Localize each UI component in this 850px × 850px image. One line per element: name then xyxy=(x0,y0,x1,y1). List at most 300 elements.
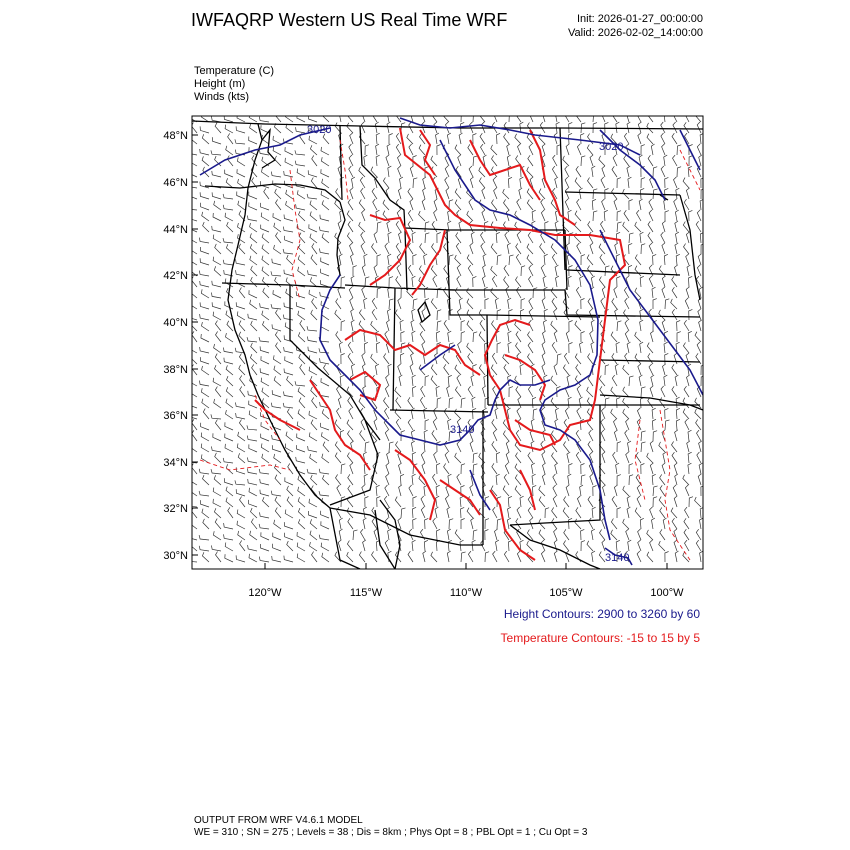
wind-barb xyxy=(339,529,342,540)
wind-barb xyxy=(588,221,593,232)
wind-barb xyxy=(419,266,425,277)
wind-barb xyxy=(446,188,449,199)
wind-barb xyxy=(319,248,329,254)
wind-barb xyxy=(479,167,485,177)
wind-barb xyxy=(412,375,416,386)
wind-barb xyxy=(577,496,581,507)
wind-barb xyxy=(309,411,317,419)
wind-barb xyxy=(239,354,245,365)
wind-barb xyxy=(566,331,569,342)
wind-barb xyxy=(348,353,353,364)
wind-barb xyxy=(563,156,569,166)
wind-barb xyxy=(638,133,641,144)
wind-barb xyxy=(685,485,689,496)
wind-barb xyxy=(592,507,596,518)
wind-barb xyxy=(437,145,441,156)
wind-barb xyxy=(648,232,653,243)
wind-barb xyxy=(436,331,440,342)
wind-barb xyxy=(648,155,653,166)
wind-barb xyxy=(212,192,221,199)
lon-label: 120°W xyxy=(248,587,282,599)
wind-barb xyxy=(641,397,645,408)
wind-barb xyxy=(637,485,641,496)
wind-barb xyxy=(508,342,512,353)
wind-barb xyxy=(623,519,629,529)
wind-barb xyxy=(212,137,221,144)
wind-barb xyxy=(296,291,305,298)
wind-barb xyxy=(236,413,245,419)
wind-barb xyxy=(696,540,701,551)
wind-barb xyxy=(296,445,305,452)
wind-barb xyxy=(611,409,617,419)
wind-barb xyxy=(569,518,573,529)
temperature-contour-note: Temperature Contours: -15 to 15 by 5 xyxy=(500,631,700,645)
wind-barb xyxy=(602,287,605,298)
wind-barb xyxy=(226,178,233,188)
wind-barb xyxy=(528,386,533,397)
wind-barb xyxy=(396,111,401,122)
wind-barb xyxy=(200,500,209,507)
wind-barb xyxy=(319,535,329,540)
wind-barb xyxy=(601,419,605,430)
wind-barb xyxy=(236,270,246,276)
wind-barb xyxy=(617,222,622,232)
wind-barb xyxy=(635,255,641,266)
wind-barb xyxy=(362,353,365,364)
wind-barb xyxy=(408,210,413,221)
wind-barb xyxy=(225,422,233,430)
wind-barb xyxy=(662,320,665,331)
wind-barb xyxy=(445,177,449,188)
wind-barb xyxy=(612,166,617,177)
wind-barb xyxy=(190,245,198,254)
wind-barb xyxy=(602,540,605,551)
wind-barb xyxy=(507,243,510,254)
wind-barb xyxy=(455,255,461,265)
wind-barb xyxy=(467,508,473,518)
wind-barb xyxy=(201,454,209,463)
wind-barb xyxy=(447,133,450,144)
wind-barb xyxy=(509,112,513,122)
wind-barb xyxy=(425,233,429,243)
wind-barb xyxy=(389,442,394,452)
wind-barb xyxy=(237,510,245,519)
wind-barb xyxy=(275,156,281,166)
wind-barb xyxy=(398,188,401,199)
wind-barb xyxy=(350,243,354,254)
wind-barb xyxy=(564,529,569,540)
wind-barb xyxy=(569,321,573,332)
wind-barb xyxy=(492,353,497,364)
wind-barb xyxy=(249,290,257,298)
wind-barb xyxy=(689,156,693,166)
wind-barb xyxy=(676,408,680,419)
wind-barb xyxy=(565,166,569,177)
wind-barb xyxy=(640,518,644,529)
wind-barb xyxy=(225,543,233,552)
wind-barb xyxy=(286,201,293,210)
wind-barb xyxy=(696,529,701,540)
wind-barb xyxy=(341,277,345,287)
wind-barb xyxy=(308,170,317,177)
wind-barb xyxy=(386,474,389,485)
wind-barb xyxy=(190,520,197,529)
wind-barb xyxy=(286,113,293,122)
wind-barb xyxy=(495,529,498,540)
wind-barb xyxy=(640,342,643,353)
wind-barb xyxy=(687,441,690,452)
wind-barb xyxy=(504,133,509,144)
wind-barb xyxy=(448,474,452,485)
wind-barb xyxy=(351,320,354,331)
wind-barb xyxy=(683,475,689,485)
wind-barb xyxy=(387,144,390,155)
wind-barb xyxy=(237,311,245,320)
wind-barb xyxy=(695,332,701,342)
wind-barb xyxy=(273,290,281,298)
wind-barb xyxy=(384,397,390,408)
wind-barb xyxy=(361,122,365,133)
wind-barb xyxy=(675,430,678,441)
wind-barb xyxy=(628,540,632,551)
wind-barb xyxy=(457,265,461,276)
wind-barb xyxy=(491,167,497,178)
wind-barb xyxy=(275,464,282,474)
wind-barb xyxy=(433,276,437,287)
wind-barb xyxy=(287,376,293,386)
wind-barbs xyxy=(187,111,705,562)
wind-barb xyxy=(276,310,282,321)
wind-barb xyxy=(285,356,293,364)
wind-barb xyxy=(361,243,365,254)
temperature-contours-dashed xyxy=(200,140,700,560)
wind-barb xyxy=(626,529,629,540)
wind-barb xyxy=(372,188,377,199)
wind-barb xyxy=(252,364,257,375)
wind-barb xyxy=(575,178,581,188)
wind-barb xyxy=(688,430,692,441)
wind-barb xyxy=(672,276,677,287)
wind-barb xyxy=(492,155,498,166)
wind-barb xyxy=(285,323,293,332)
wind-barb xyxy=(675,243,678,254)
wind-barb xyxy=(211,446,221,452)
wind-barb xyxy=(541,551,545,562)
wind-barb xyxy=(613,452,617,463)
wind-barb xyxy=(491,266,497,276)
wind-barb xyxy=(407,288,413,298)
wind-barb xyxy=(250,124,257,133)
wind-barb xyxy=(665,299,669,309)
wind-barb xyxy=(240,540,245,551)
wind-barb xyxy=(635,332,641,342)
wind-barb xyxy=(348,485,353,496)
wind-barb xyxy=(461,332,465,342)
wind-barb xyxy=(581,299,585,310)
wind-barb xyxy=(673,485,677,496)
wind-barb xyxy=(388,287,392,298)
wind-barb xyxy=(348,199,353,210)
lat-label: 46°N xyxy=(163,177,188,189)
wind-barb xyxy=(235,139,245,144)
wind-barb xyxy=(520,496,524,507)
wind-barb xyxy=(543,430,546,441)
wind-barb xyxy=(224,523,233,529)
wind-barb xyxy=(396,397,401,408)
wind-barb xyxy=(696,419,701,430)
wind-barb xyxy=(423,188,426,199)
wind-barb xyxy=(419,145,425,155)
wind-barb xyxy=(399,485,402,496)
wind-barb xyxy=(663,518,666,529)
wind-barb xyxy=(508,507,511,518)
wind-barb xyxy=(617,321,621,331)
wind-barb xyxy=(322,409,329,419)
wind-barb xyxy=(188,313,197,320)
wind-barb xyxy=(297,434,305,442)
wind-barb xyxy=(627,166,630,177)
wind-barb xyxy=(557,354,561,364)
init-time: Init: 2026-01-27_00:00:00 xyxy=(577,13,703,25)
wind-barb xyxy=(321,169,329,177)
wind-barb xyxy=(677,167,681,177)
wind-barb xyxy=(310,145,317,155)
wind-barb xyxy=(199,238,209,243)
wind-barb xyxy=(365,497,369,508)
wind-barb xyxy=(259,557,269,562)
wind-barb xyxy=(348,518,353,529)
wind-barb xyxy=(637,408,641,419)
wind-barb xyxy=(365,442,369,452)
wind-barb xyxy=(412,452,416,463)
wind-barb xyxy=(312,243,317,254)
wind-barb xyxy=(649,364,653,375)
wind-barb xyxy=(247,425,257,430)
wind-barb xyxy=(260,544,269,551)
wind-barb xyxy=(377,288,381,298)
wind-barb xyxy=(444,364,449,375)
wind-barb xyxy=(689,210,693,221)
wind-barb xyxy=(202,366,209,375)
wind-barb xyxy=(259,469,269,474)
wind-barb xyxy=(592,166,596,177)
wind-barb xyxy=(375,331,378,342)
wind-barb xyxy=(285,158,293,166)
wind-barb xyxy=(216,552,222,563)
wind-barb xyxy=(612,298,617,309)
wind-barb xyxy=(492,320,498,331)
wind-barb xyxy=(533,409,537,419)
wind-barb xyxy=(237,521,245,529)
wind-barb xyxy=(699,155,702,166)
wind-barb xyxy=(457,441,461,452)
wind-barb xyxy=(189,235,197,243)
wind-barb xyxy=(497,519,501,529)
wind-barb xyxy=(412,507,416,518)
wind-barb xyxy=(591,529,595,540)
wind-barb xyxy=(684,199,689,210)
wind-barb xyxy=(425,222,429,232)
lat-label: 38°N xyxy=(163,364,188,376)
wind-barb xyxy=(307,326,317,331)
wind-barb xyxy=(612,375,617,386)
wind-barb xyxy=(577,144,581,155)
wind-barb xyxy=(473,134,477,145)
wind-barb xyxy=(600,529,606,540)
wind-barb xyxy=(377,255,381,265)
wind-barb xyxy=(652,518,655,529)
wind-barb xyxy=(275,112,281,122)
wind-barb xyxy=(211,545,221,551)
wind-barb xyxy=(284,369,293,376)
wind-barb xyxy=(639,199,642,210)
wind-barb xyxy=(688,452,692,463)
wind-barb xyxy=(554,529,557,540)
wind-barb xyxy=(409,485,413,496)
wind-barb xyxy=(249,444,257,452)
wind-barb xyxy=(552,518,557,529)
wind-barb xyxy=(249,500,258,507)
wind-barb xyxy=(396,221,401,232)
wind-barb xyxy=(457,276,461,287)
wind-barb xyxy=(455,200,461,210)
wind-barb xyxy=(506,441,509,452)
wind-barb xyxy=(308,446,317,452)
wind-barb xyxy=(640,309,644,320)
wind-barb xyxy=(350,188,353,199)
wind-barb xyxy=(551,244,557,254)
wind-barb xyxy=(485,299,489,310)
wind-barb xyxy=(641,178,645,188)
wind-barb xyxy=(275,277,281,287)
wind-barb xyxy=(662,287,665,298)
wind-barb xyxy=(699,441,702,452)
wind-barb xyxy=(588,496,593,507)
wind-barb xyxy=(364,254,368,265)
wind-barb xyxy=(576,111,581,122)
wind-barb xyxy=(384,353,389,364)
wind-barb xyxy=(491,244,497,254)
wind-barb xyxy=(641,244,645,254)
wind-barb xyxy=(542,452,545,463)
wind-barb xyxy=(213,433,221,441)
wind-barb xyxy=(617,397,621,408)
wind-barb xyxy=(677,145,681,155)
wind-barb xyxy=(544,254,548,265)
wind-barb xyxy=(551,376,557,386)
wind-barb xyxy=(336,298,341,309)
wind-barb xyxy=(215,244,221,254)
wind-barb xyxy=(700,551,703,562)
wind-barb xyxy=(437,442,441,453)
wind-barb xyxy=(225,170,233,177)
plot-title: IWFAQRP Western US Real Time WRF xyxy=(191,10,508,30)
wind-barb xyxy=(623,387,629,397)
wind-barb xyxy=(338,287,341,298)
wind-barb xyxy=(556,276,559,287)
wind-barb xyxy=(689,309,693,320)
wind-barb xyxy=(275,497,281,507)
wind-barb xyxy=(520,309,524,320)
wind-barb xyxy=(374,529,377,540)
wind-barb xyxy=(448,331,452,342)
wind-barb xyxy=(386,155,389,166)
wind-barb xyxy=(247,469,257,475)
wind-barb xyxy=(298,332,305,342)
wind-barb xyxy=(413,255,417,266)
wind-barb xyxy=(260,303,269,309)
wind-barb xyxy=(200,192,209,199)
wind-barb xyxy=(226,399,233,408)
wind-barb xyxy=(259,337,269,342)
wind-barb xyxy=(491,145,497,155)
wind-barb xyxy=(309,367,317,375)
wind-barb xyxy=(398,166,401,177)
wind-barb xyxy=(627,496,630,507)
wind-barb xyxy=(551,321,557,331)
wind-barb xyxy=(212,302,221,309)
wind-barb xyxy=(361,232,365,243)
wind-barb xyxy=(581,541,585,551)
wind-barb xyxy=(249,202,257,210)
wind-barb xyxy=(432,243,438,254)
wind-barb xyxy=(347,112,353,122)
wind-barb xyxy=(672,386,677,397)
wind-barb xyxy=(455,288,461,299)
wind-barb xyxy=(199,535,209,540)
wind-barb xyxy=(444,463,449,474)
wind-barb xyxy=(398,518,401,529)
wind-barb xyxy=(224,358,233,364)
wind-barb xyxy=(520,364,524,375)
wind-barb xyxy=(338,540,341,551)
wind-barb xyxy=(420,397,425,408)
wind-barb xyxy=(469,199,473,210)
wind-barb xyxy=(601,177,605,188)
wind-barb xyxy=(552,166,557,177)
wind-barb xyxy=(473,332,477,342)
wind-barb xyxy=(323,442,329,452)
wind-barb xyxy=(517,551,521,562)
wind-barb xyxy=(564,496,569,507)
wind-barb xyxy=(544,287,548,298)
plot-frame xyxy=(192,116,703,569)
wind-barb xyxy=(541,210,545,221)
wind-barb xyxy=(251,266,257,276)
wind-barb xyxy=(470,441,473,452)
wind-barb xyxy=(321,323,329,331)
wind-barb xyxy=(581,255,585,265)
wind-barb xyxy=(335,442,341,453)
wind-barb xyxy=(239,244,245,254)
wind-barb xyxy=(364,342,368,353)
wind-barb xyxy=(664,155,668,166)
wind-barb xyxy=(641,387,646,397)
wind-barb xyxy=(286,190,293,199)
wind-barb xyxy=(398,298,401,309)
wind-barb xyxy=(190,443,197,452)
wind-barb xyxy=(189,192,197,199)
wind-barb xyxy=(211,414,221,419)
wind-barb xyxy=(413,386,417,397)
wind-barb xyxy=(651,375,654,386)
wind-barb xyxy=(437,321,441,331)
wind-barb xyxy=(638,540,641,551)
wind-barb xyxy=(480,320,485,331)
wind-barb xyxy=(412,540,416,551)
wind-barb xyxy=(399,463,402,474)
wind-barb xyxy=(455,365,461,375)
